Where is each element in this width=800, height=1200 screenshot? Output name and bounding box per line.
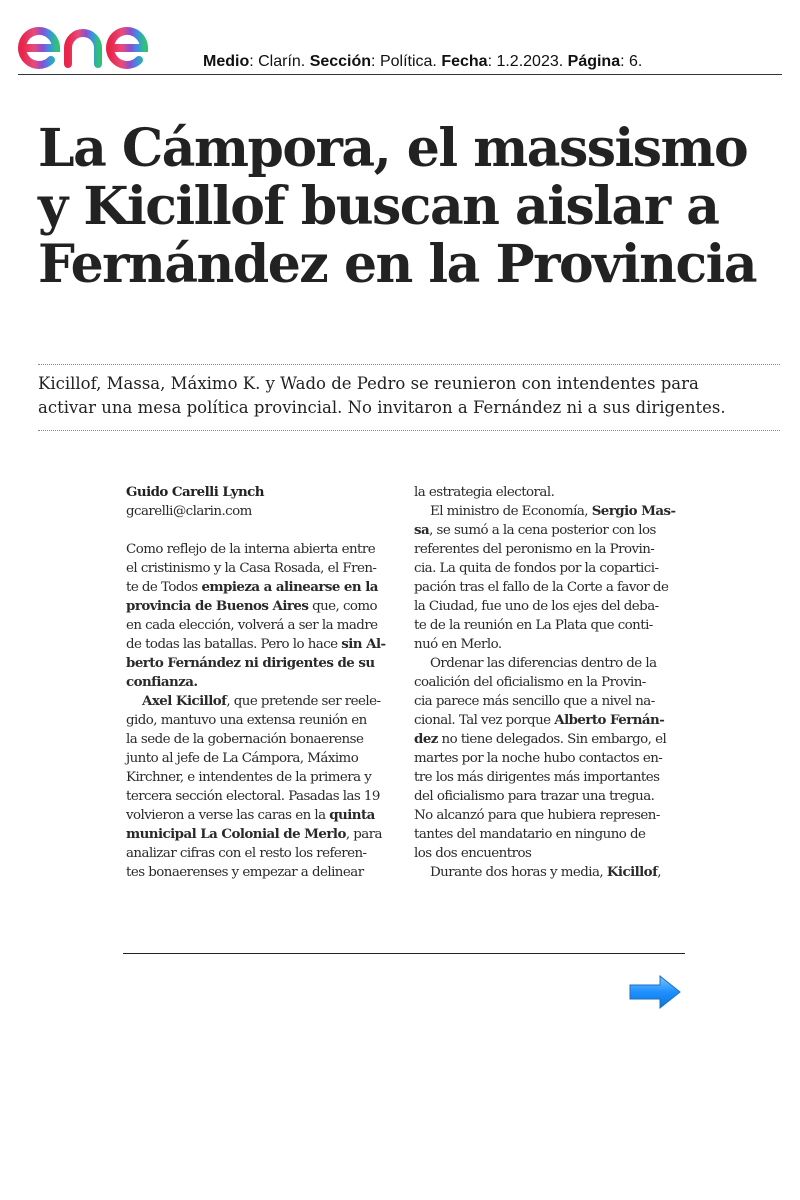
text-line: martes por la noche hubo contactos en- (414, 751, 663, 766)
header-divider (18, 74, 782, 75)
article-column-1 (126, 483, 394, 882)
text-line: referentes del peronismo en la Provin- (414, 542, 655, 557)
text-line: Axel Kicillof, que pretende ser reele- (142, 693, 381, 709)
text-line: del oficialismo para trazar una tregua. (414, 789, 655, 804)
text-line: tercera sección electoral. Pasadas las 19 (126, 789, 380, 804)
headline-line: Fernández en la Provincia (38, 234, 757, 295)
right-arrow-icon[interactable] (628, 974, 682, 1010)
text-line: pación tras el fallo de la Corte a favor de (414, 580, 669, 595)
page-header (18, 8, 782, 74)
subhead-line: activar una mesa política provincial. No invitaron a Fernández ni a sus dirigentes. (38, 398, 726, 417)
text-line: Ordenar las diferencias dentro de la (430, 656, 657, 671)
author-email: gcarelli@clarin.com (126, 504, 252, 519)
text-line: en cada elección, volverá a ser la madre (126, 618, 378, 633)
text-line: te de la reunión en La Plata que conti- (414, 618, 653, 633)
enel-logo (18, 8, 183, 70)
text-line: analizar cifras con el resto los referen- (126, 846, 367, 861)
subhead-divider-top (38, 364, 780, 365)
text-line: volvieron a verse las caras en la quinta (126, 807, 375, 823)
headline-line: La Cámpora, el massismo (38, 118, 748, 179)
text-line: cia. La quita de fondos por la copartici- (414, 561, 659, 576)
author-name: Guido Carelli Lynch (126, 484, 264, 500)
text-line: de todas las batallas. Pero lo hace sin Al- (126, 636, 386, 652)
text-line: El ministro de Economía, Sergio Mas- (430, 503, 676, 519)
text-line: los dos encuentros (414, 846, 532, 861)
article-subhead (38, 372, 783, 420)
text-line: Kirchner, e intendentes de la primera y (126, 770, 372, 785)
article-column-2 (414, 483, 684, 882)
subhead-divider-bottom (38, 430, 780, 431)
text-line: municipal La Colonial de Merlo, para (126, 826, 382, 842)
text-line: sa, se sumó a la cena posterior con los (414, 522, 656, 538)
text-line: te de Todos empieza a alinearse en la (126, 579, 378, 595)
headline-line: y Kicillof buscan aislar a (38, 176, 719, 237)
text-line: la sede de la gobernación bonaerense (126, 732, 364, 747)
subhead-line: Kicillof, Massa, Máximo K. y Wado de Pedro se reunieron con intendentes para (38, 374, 699, 393)
text-line: provincia de Buenos Aires que, como (126, 598, 378, 614)
text-line: el cristinismo y la Casa Rosada, el Fren- (126, 561, 377, 576)
text-line: tantes del mandatario en ninguno de (414, 827, 646, 842)
article-headline (38, 120, 778, 294)
text-line: coalición del oficialismo en la Provin- (414, 675, 646, 690)
publication-meta: Medio: Clarín. Sección: Política. Fecha: 1.2.2023. Página: 6. (203, 53, 643, 70)
text-line: No alcanzó para que hubiera represen- (414, 808, 660, 823)
text-line: Como reflejo de la interna abierta entre (126, 542, 376, 557)
text-line: tre los más dirigentes más importantes (414, 770, 660, 785)
text-line: tes bonaerenses y empezar a delinear (126, 865, 364, 880)
text-line: cional. Tal vez porque Alberto Fernán- (414, 712, 665, 728)
text-line: dez no tiene delegados. Sin embargo, el (414, 731, 667, 747)
text-line: cia parece más sencillo que a nivel na- (414, 694, 655, 709)
text-line: la Ciudad, fue uno de los ejes del deba- (414, 599, 659, 614)
text-line: confianza. (126, 674, 198, 690)
text-line: Durante dos horas y media, Kicillof, (430, 864, 661, 880)
text-line: gido, mantuvo una extensa reunión en (126, 713, 367, 728)
article-bottom-divider (123, 953, 685, 954)
text-line: junto al jefe de La Cámpora, Máximo (126, 751, 359, 766)
text-line: la estrategia electoral. (414, 485, 555, 500)
text-line: berto Fernández ni dirigentes de su (126, 655, 375, 671)
text-line: nuó en Merlo. (414, 637, 502, 652)
